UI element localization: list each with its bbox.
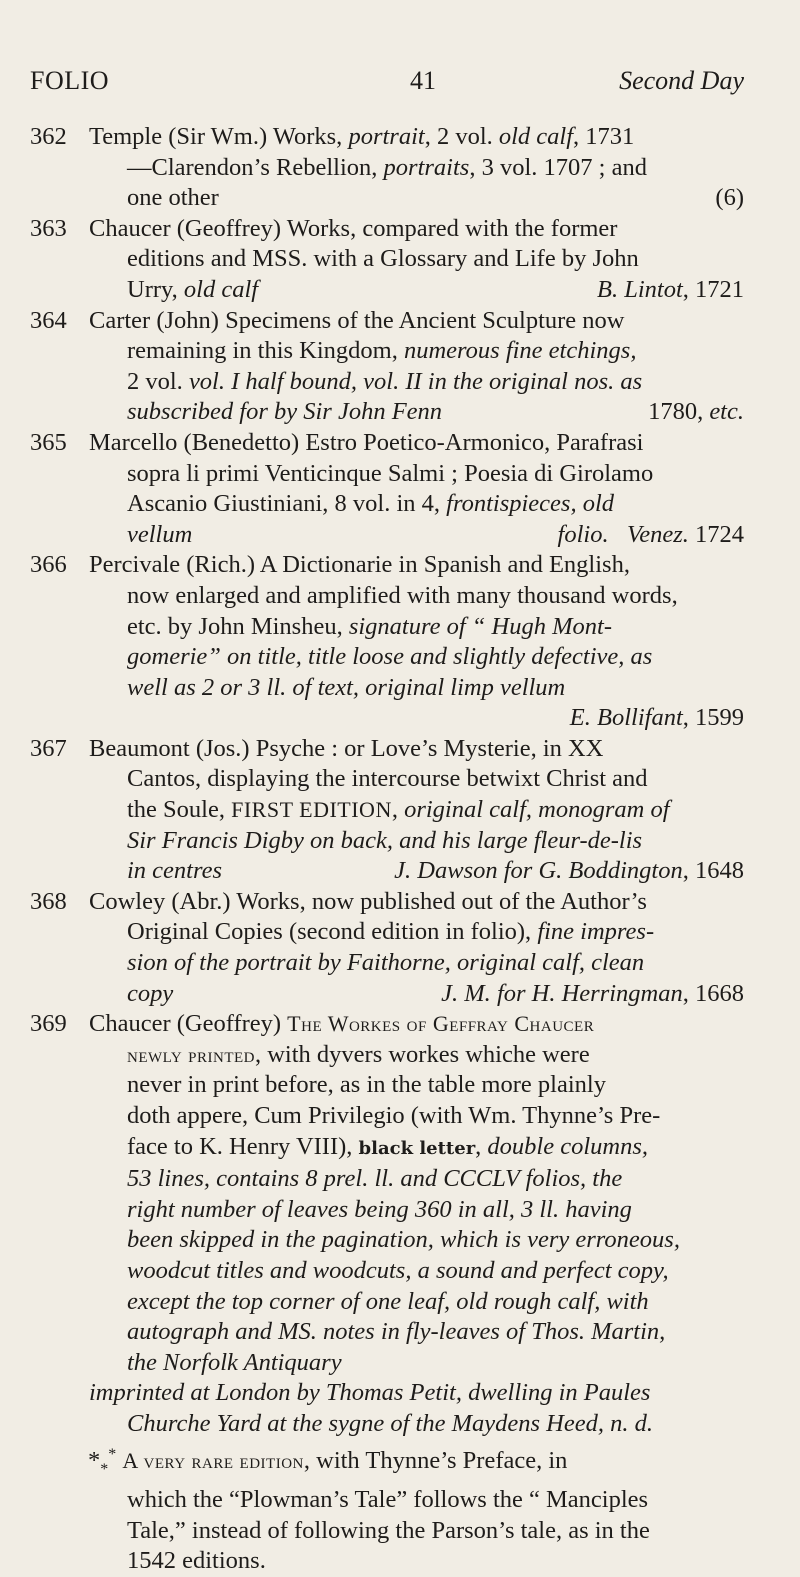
note-line: $*_*^*$ A very rare edition, with Thynne’s Preface, in (88, 1445, 568, 1478)
entry-line: 2 vol. vol. I half bound, vol. II in the original nos. as (127, 367, 643, 395)
lot-363 (30, 214, 744, 306)
entry-line: newly printed, with dyvers workes whiche were (127, 1040, 590, 1068)
entry-line: copy J. M. for H. Herringman, 1668 (127, 979, 744, 1007)
lot-number: 364 (30, 306, 67, 334)
entry-line: 53 lines, contains 8 prel. ll. and CCCLV folios, the (127, 1165, 623, 1193)
section-label: FOLIO (30, 66, 110, 95)
entry-line: in centres J. Dawson for G. Boddington, 1648 (127, 857, 744, 885)
entry-line: face to K. Henry VIII), black letter, double columns, (127, 1132, 649, 1160)
entry-line: the Norfolk Antiquary (127, 1348, 342, 1376)
lot-number: 363 (30, 214, 67, 242)
entry-line: remaining in this Kingdom, numerous fine etchings, (127, 337, 637, 365)
imprint-line: Churche Yard at the sygne of the Maydens Heed, n. d. (127, 1409, 653, 1437)
lot-number: 367 (30, 734, 67, 762)
note-line: Tale,” instead of following the Parson’s tale, as in the (127, 1516, 650, 1544)
entry-line: —Clarendon’s Rebellion, portraits, 3 vol. 1707 ; and (127, 153, 647, 181)
lot-number: 368 (30, 887, 67, 915)
entry-line: Original Copies (second edition in folio), fine impres- (127, 918, 655, 946)
entry-line: subscribed for by Sir John Fenn 1780, etc. (127, 398, 744, 426)
entry-line: Sir Francis Digby on back, and his large fleur-de-lis (127, 826, 643, 854)
entry-line: except the top corner of one leaf, old rough calf, with (127, 1287, 649, 1315)
asterism-icon: $*_*^*$ (88, 1445, 117, 1478)
entry-line: Percivale (Rich.) A Dictionarie in Spanish and English, (89, 551, 630, 579)
entry-line: sopra li primi Venticinque Salmi ; Poesia di Girolamo (127, 459, 654, 487)
entry-line: Marcello (Benedetto) Estro Poetico-Armonico, Parafrasi (89, 428, 644, 456)
page-number: 41 (410, 66, 436, 95)
entry-line: right number of leaves being 360 in all, 3 ll. having (127, 1195, 632, 1223)
entry-line: doth appere, Cum Privilegio (with Wm. Thynne’s Pre- (127, 1102, 661, 1129)
lot-366 (30, 550, 744, 734)
entry-line: Chaucer (Geoffrey) Works, compared with the former (89, 214, 618, 242)
entry-line: vellum folio. Venez. 1724 (127, 520, 744, 548)
entry-line: woodcut titles and woodcuts, a sound and perfect copy, (127, 1256, 669, 1284)
lot-365 (30, 428, 744, 550)
lot-364 (30, 306, 744, 428)
sale-day: Second Day (619, 66, 744, 95)
entry-line: sion of the portrait by Faithorne, original calf, clean (127, 949, 645, 977)
lot-number: 369 (30, 1010, 67, 1038)
lot-367 (30, 734, 744, 887)
entry-line: E. Bollifant, 1599 (569, 704, 744, 732)
note-line: which the “Plowman’s Tale” follows the “ Manciples (127, 1486, 649, 1514)
entry-line: now enlarged and amplified with many thousand words, (127, 581, 678, 609)
entry-line: Cantos, displaying the intercourse betwixt Christ and (127, 765, 648, 793)
catalogue-entries (30, 122, 744, 1577)
entry-line: one other (6) (127, 184, 744, 212)
entry-line: well as 2 or 3 ll. of text, original limp vellum (127, 673, 566, 701)
note-line: 1542 editions. (127, 1547, 266, 1575)
lot-368 (30, 887, 744, 1009)
note (30, 1440, 744, 1577)
entry-line: never in print before, as in the table more plainly (127, 1071, 606, 1099)
lot-number: 366 (30, 551, 67, 579)
entry-line: etc. by John Minsheu, signature of “ Hugh Mont- (127, 612, 612, 640)
entry-line: Carter (John) Specimens of the Ancient Sculpture now (89, 306, 625, 334)
entry-line: Chaucer (Geoffrey) The Workes of Geffray Chaucer (89, 1010, 595, 1038)
lot-362 (30, 122, 744, 214)
imprint (30, 1378, 744, 1439)
entry-line: Urry, old calf B. Lintot, 1721 (127, 275, 744, 303)
entry-line: Beaumont (Jos.) Psyche : or Love’s Mysterie, in XX (89, 734, 604, 762)
lot-369 (30, 1009, 744, 1378)
entry-line: editions and MSS. with a Glossary and Life by John (127, 245, 639, 273)
entry-line: been skipped in the pagination, which is very erroneous, (127, 1226, 680, 1254)
page-header (30, 66, 744, 100)
entry-line: the Soule, FIRST EDITION, original calf, monogram of (127, 796, 670, 824)
imprint-line: imprinted at London by Thomas Petit, dwelling in Paules (89, 1379, 651, 1407)
entry-line: gomerie” on title, title loose and slightly defective, as (127, 643, 653, 671)
entry-line: autograph and MS. notes in fly-leaves of Thos. Martin, (127, 1318, 666, 1346)
entry-line: Ascanio Giustiniani, 8 vol. in 4, frontispieces, old (127, 490, 615, 518)
entry-line: Temple (Sir Wm.) Works, portrait, 2 vol. old calf, 1731 (89, 123, 635, 150)
lot-number: 362 (30, 123, 67, 150)
lot-number: 365 (30, 428, 67, 456)
entry-line: Cowley (Abr.) Works, now published out of the Author’s (89, 887, 647, 915)
